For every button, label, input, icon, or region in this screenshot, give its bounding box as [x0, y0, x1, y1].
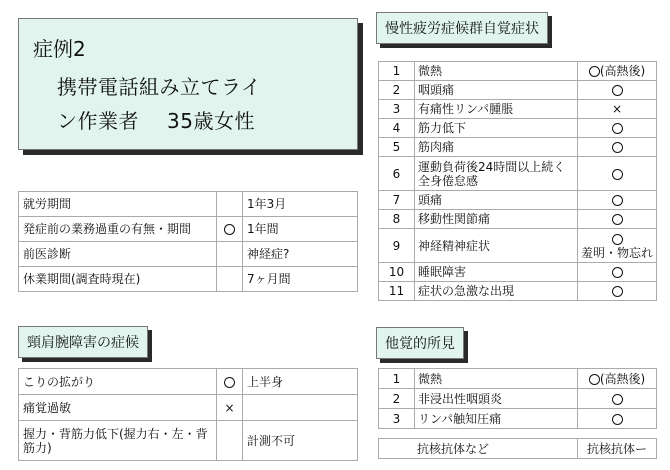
- cfs-number: [379, 119, 415, 138]
- cfs-label-text: 頭痛: [418, 193, 443, 207]
- objective-number: [379, 409, 415, 429]
- cfs-label-text: 有痛性リンパ腫脹: [418, 102, 514, 116]
- info-label-text: 前医診断: [23, 247, 72, 261]
- cfs-section-title: 慢性疲労症候群自覚症状: [385, 21, 539, 37]
- objective-label-text: 微熱: [418, 371, 443, 386]
- cfs-mark: [578, 100, 657, 119]
- cfs-label-text: 運動負荷後24時間以上続く全身倦怠感: [418, 159, 566, 188]
- objective-number: [379, 369, 415, 389]
- info-value: [243, 217, 358, 242]
- cfs-label-text: 症状の急激な出現: [418, 284, 515, 298]
- neck-mark: [217, 369, 243, 395]
- objective-row: [379, 409, 657, 429]
- neck-section-title: 頸肩腕障害の症候: [27, 335, 139, 351]
- neck-value-text: 計測不可: [247, 433, 296, 448]
- cfs-number: [379, 157, 415, 191]
- cfs-mark: [578, 62, 657, 81]
- antibody-table: [378, 438, 657, 459]
- cfs-label-text: 咽頭痛: [418, 83, 455, 97]
- objective-label-text: リンパ触知圧痛: [418, 411, 502, 426]
- objective-mark: [578, 369, 657, 389]
- objective-number-text: 1: [392, 371, 401, 386]
- cfs-mark: [578, 282, 657, 301]
- antibody-value: 抗核抗体ー: [578, 439, 657, 459]
- objective-number-text: 2: [392, 391, 401, 406]
- cfs-label-text: 睡眠障害: [418, 265, 467, 279]
- info-value-text: 7ヶ月間: [247, 272, 291, 286]
- cfs-row: [379, 210, 657, 229]
- objective-mark: [578, 409, 657, 429]
- neck-value: [243, 369, 358, 395]
- objective-section-title: 他覚的所見: [385, 336, 455, 352]
- cfs-number-text: 2: [392, 83, 401, 97]
- case-job: ン作業者: [57, 109, 139, 133]
- info-mark: [217, 242, 243, 267]
- neck-row: [19, 421, 358, 461]
- objective-label: [415, 369, 578, 389]
- cfs-number-text: 9: [392, 238, 401, 253]
- cfs-label: [415, 138, 578, 157]
- cfs-label-text: 微熱: [418, 64, 443, 78]
- info-mark: [217, 217, 243, 242]
- cfs-number: [379, 229, 415, 263]
- cfs-label: [415, 282, 578, 301]
- cfs-mark: [578, 229, 657, 263]
- cfs-number: [379, 210, 415, 229]
- cfs-label: [415, 157, 578, 191]
- neck-label-text: 握力・背筋力低下(握力右・左・背筋力): [23, 426, 208, 455]
- work-info-table: [18, 191, 358, 292]
- cfs-mark: [578, 157, 657, 191]
- circle-mark-icon: [612, 394, 623, 405]
- neck-label: [19, 395, 217, 421]
- cfs-number: [379, 100, 415, 119]
- cfs-note: (高熱後): [599, 64, 646, 78]
- neck-label: [19, 421, 217, 461]
- info-row: [19, 242, 358, 267]
- info-mark: [217, 192, 243, 217]
- case-description-line1: 携帯電話組み立てライ: [57, 75, 262, 99]
- cfs-row: [379, 157, 657, 191]
- cfs-number-text: 5: [392, 140, 401, 154]
- objective-section-header: [376, 327, 464, 359]
- cfs-label: [415, 119, 578, 138]
- cfs-number: [379, 191, 415, 210]
- objective-note: (高熱後): [599, 371, 646, 386]
- info-row: [19, 192, 358, 217]
- case-number: 症例2: [33, 37, 86, 61]
- neck-label-text: こりの拡がり: [23, 374, 96, 389]
- cfs-label: [415, 191, 578, 210]
- info-label-text: 休業期間(調査時現在): [23, 272, 141, 286]
- cfs-row: [379, 100, 657, 119]
- circle-mark-icon: [612, 214, 623, 225]
- info-row: [19, 217, 358, 242]
- cfs-number-text: 7: [392, 193, 401, 207]
- cfs-label-text: 筋力低下: [418, 121, 467, 135]
- info-value: [243, 242, 358, 267]
- cross-mark-icon: ×: [224, 400, 235, 415]
- cfs-row: [379, 282, 657, 301]
- cfs-number-text: 6: [392, 166, 401, 181]
- neck-label: [19, 369, 217, 395]
- circle-mark-icon: [612, 267, 623, 278]
- info-label: [19, 267, 217, 292]
- cfs-label: [415, 229, 578, 263]
- neck-symptoms-table: [18, 368, 358, 461]
- cfs-number: [379, 81, 415, 100]
- neck-row: [19, 369, 358, 395]
- info-row: [19, 267, 358, 292]
- neck-value: [243, 421, 358, 461]
- info-label: [19, 217, 217, 242]
- cfs-label-text: 神経精神症状: [418, 238, 491, 253]
- antibody-label: 抗核抗体など: [379, 439, 578, 459]
- objective-label: [415, 409, 578, 429]
- circle-mark-icon: [612, 123, 623, 134]
- cfs-number: [379, 263, 415, 282]
- cfs-label-text: 移動性関節痛: [418, 212, 491, 226]
- cfs-row: [379, 119, 657, 138]
- neck-row: [19, 395, 358, 421]
- circle-mark-icon: [612, 195, 623, 206]
- neck-label-text: 痛覚過敏: [23, 400, 72, 415]
- neck-value: [243, 395, 358, 421]
- circle-mark-icon: [612, 169, 623, 180]
- cfs-mark: [578, 119, 657, 138]
- cfs-label: [415, 62, 578, 81]
- cfs-label: [415, 81, 578, 100]
- objective-number-text: 3: [392, 411, 401, 426]
- objective-mark: [578, 389, 657, 409]
- objective-row: [379, 369, 657, 389]
- cfs-label: [415, 210, 578, 229]
- circle-mark-icon: [224, 377, 235, 388]
- info-mark: [217, 267, 243, 292]
- cfs-row: [379, 263, 657, 282]
- case-description-line2: [57, 105, 255, 134]
- cfs-number: [379, 62, 415, 81]
- circle-mark-icon: [612, 234, 623, 245]
- cfs-section-header: [376, 12, 548, 44]
- case-age-sex: 35歳女性: [167, 109, 255, 133]
- cfs-number-text: 11: [388, 284, 405, 298]
- case-title-box: [18, 18, 358, 150]
- neck-value-text: 上半身: [247, 374, 284, 389]
- cfs-mark: [578, 263, 657, 282]
- cfs-number: [379, 282, 415, 301]
- info-label: [19, 242, 217, 267]
- cfs-mark: [578, 81, 657, 100]
- objective-number: [379, 389, 415, 409]
- cfs-number-text: 10: [388, 265, 405, 279]
- info-label-text: 就労期間: [23, 197, 72, 211]
- cfs-number-text: 8: [392, 212, 401, 226]
- circle-mark-icon: [589, 66, 600, 77]
- circle-mark-icon: [224, 224, 235, 235]
- info-label-text: 発症前の業務過重の有無・期間: [23, 222, 192, 236]
- neck-mark: [217, 421, 243, 461]
- cfs-mark: [578, 191, 657, 210]
- info-label: [19, 192, 217, 217]
- circle-mark-icon: [612, 85, 623, 96]
- neck-mark: [217, 395, 243, 421]
- circle-mark-icon: [612, 142, 623, 153]
- cfs-label-text: 筋肉痛: [418, 140, 455, 154]
- objective-findings-table: [378, 368, 657, 429]
- cfs-note: 羞明・物忘れ: [581, 245, 654, 260]
- circle-mark-icon: [589, 374, 600, 385]
- neck-section-header: [18, 326, 148, 358]
- info-value-text: 1年間: [247, 222, 279, 236]
- objective-label: [415, 389, 578, 409]
- cfs-number-text: 4: [392, 121, 401, 135]
- cfs-label: [415, 100, 578, 119]
- antibody-row: [379, 439, 657, 459]
- cfs-number-text: 3: [392, 102, 401, 116]
- objective-row: [379, 389, 657, 409]
- cfs-row: [379, 81, 657, 100]
- cfs-mark: [578, 210, 657, 229]
- cross-mark-icon: ×: [611, 102, 623, 116]
- info-value: [243, 267, 358, 292]
- cfs-symptoms-table: [378, 61, 657, 301]
- cfs-number: [379, 138, 415, 157]
- cfs-label: [415, 263, 578, 282]
- cfs-row: [379, 62, 657, 81]
- cfs-number-text: 1: [392, 64, 401, 78]
- info-value: [243, 192, 358, 217]
- info-value-text: 1年3月: [247, 197, 287, 211]
- cfs-row: [379, 191, 657, 210]
- circle-mark-icon: [612, 286, 623, 297]
- circle-mark-icon: [612, 414, 623, 425]
- info-value-text: 神経症?: [247, 247, 290, 261]
- cfs-row: [379, 229, 657, 263]
- cfs-mark: [578, 138, 657, 157]
- objective-label-text: 非浸出性咽頭炎: [418, 391, 503, 406]
- cfs-row: [379, 138, 657, 157]
